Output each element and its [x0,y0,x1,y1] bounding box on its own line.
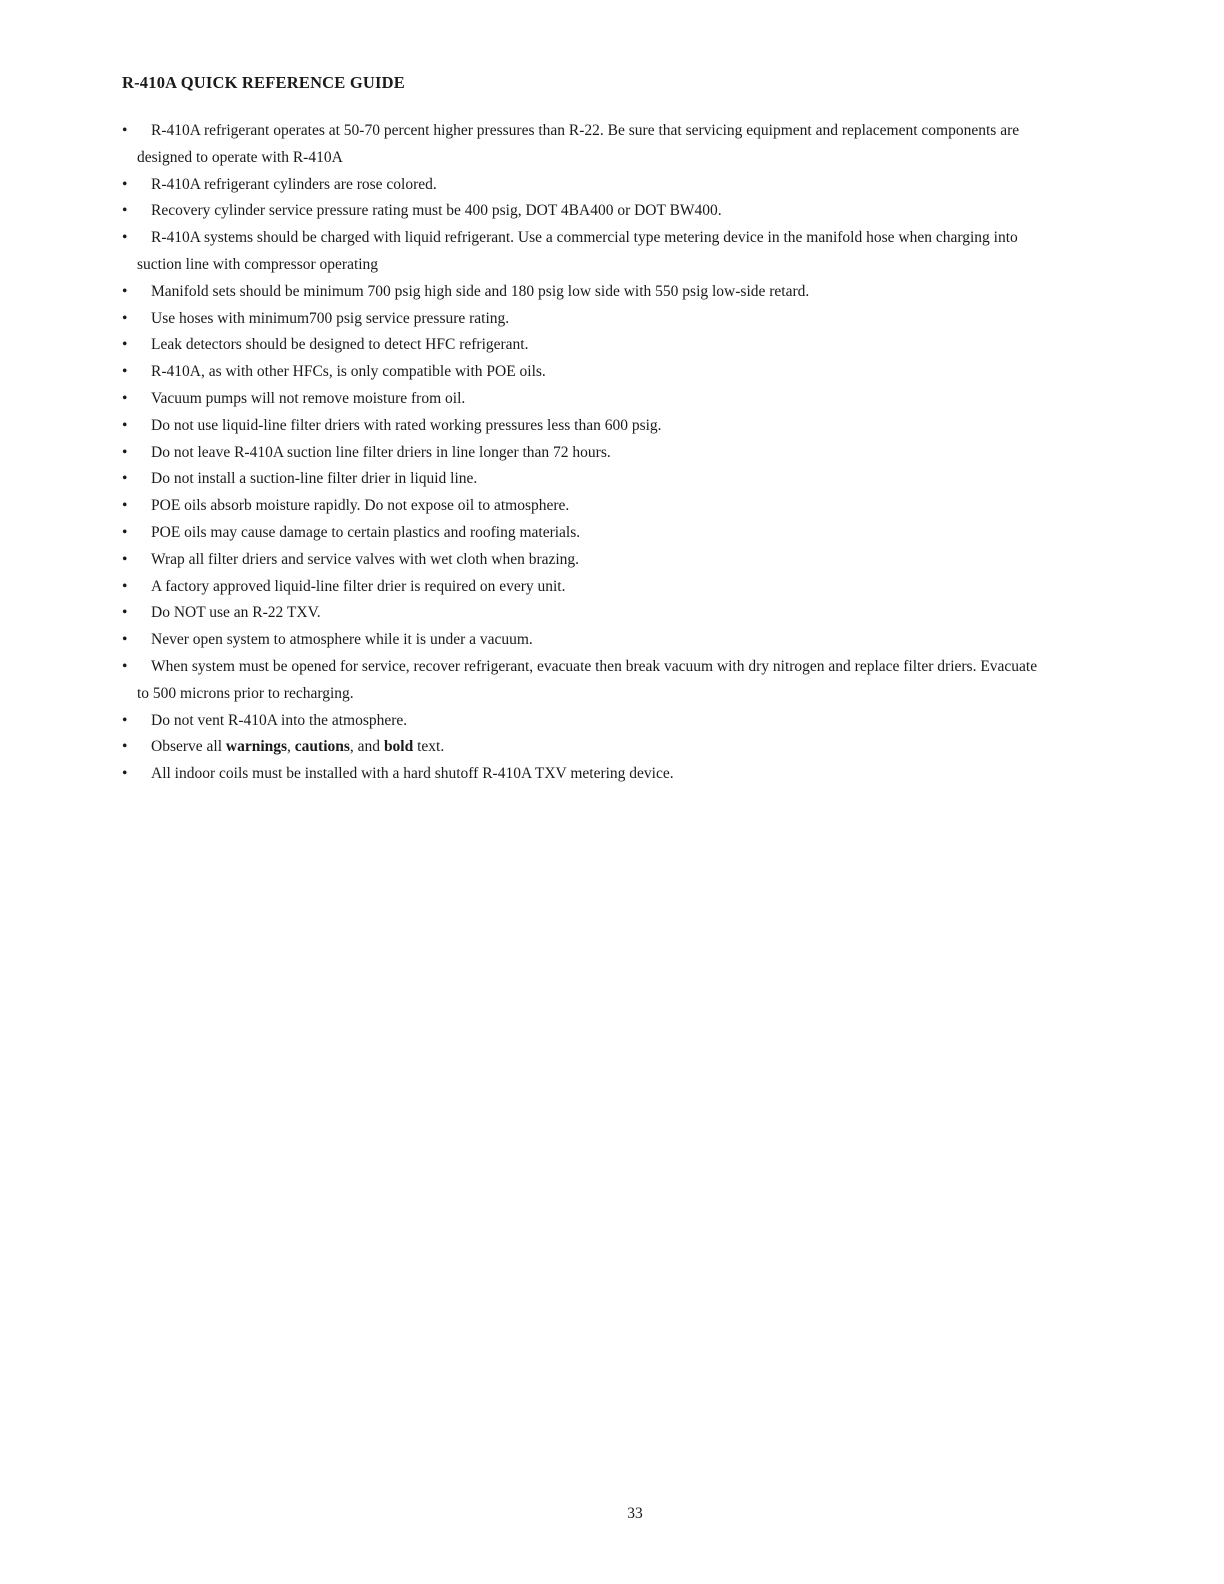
bullet-icon: • [122,711,128,729]
list-item [122,279,1052,306]
bullet-icon: • [122,122,128,139]
bullet-icon: • [122,604,128,622]
list-item-text: POE oils absorb moisture rapidly. Do not expose oil to atmosphere. [151,497,570,515]
list-item [122,493,1052,520]
list-item-text: Leak detectors should be designed to detect HFC refrigerant. [151,336,529,354]
bullet-icon: • [122,657,128,675]
list-item [122,386,1052,413]
list-item-text: Vacuum pumps will not remove moisture from oil. [151,389,466,407]
bullet-icon: • [122,550,128,568]
list-item-text: Manifold sets should be minimum 700 psig high side and 180 psig low side with 550 psig low-side retard. [151,282,810,300]
bullet-icon: • [122,416,128,434]
bullet-icon: • [122,389,128,407]
list-item-text: R-410A refrigerant operates at 50-70 percent higher pressures than R-22. Be sure that servicing equipment and replacement components are designed to operate with R-410A [137,122,1020,166]
bullet-icon: • [122,363,128,381]
bold-bold-text: bold [383,738,414,756]
cautions-bold-text: cautions [294,738,350,756]
list-item-text: POE oils may cause damage to certain plastics and roofing materials. [151,523,581,541]
bullet-icon: • [122,631,128,649]
list-item-observe [122,734,1052,761]
list-item-text: Do not use liquid-line filter driers with rated working pressures less than 600 psig. [151,416,662,434]
observe-prefix: Observe all [151,738,226,756]
warnings-bold-text: warnings [225,738,288,756]
list-item-text: Do not vent R-410A into the atmosphere. [151,711,408,729]
list-item-text: A factory approved liquid-line filter drier is required on every unit. [151,577,566,595]
bullet-icon: • [122,765,128,783]
bullet-icon: • [122,470,128,488]
list-item [122,708,1052,735]
list-item [122,547,1052,574]
bullet-icon: • [122,229,128,247]
list-item-text: All indoor coils must be installed with a hard shutoff R-410A TXV metering device. [151,765,674,783]
bullet-icon: • [122,336,128,354]
list-item [122,413,1052,440]
list-item-text: Do not leave R-410A suction line filter driers in line longer than 72 hours. [151,443,611,461]
list-item [122,574,1052,601]
list-item [122,118,1052,172]
list-item-text: Do NOT use an R-22 TXV. [151,604,321,622]
bullet-icon: • [122,738,128,756]
list-item-text: Never open system to atmosphere while it is under a vacuum. [151,631,533,649]
bullet-icon: • [122,282,128,300]
bullet-icon: • [122,443,128,461]
list-item-text: R-410A refrigerant cylinders are rose colored. [151,175,437,193]
bullet-icon: • [122,523,128,541]
list-item-text: Use hoses with minimum700 psig service pressure rating. [151,309,510,327]
list-item [122,332,1052,359]
observe-suffix: text. [413,738,445,756]
list-item [122,306,1052,333]
list-item-text: When system must be opened for service, recover refrigerant, evacuate then break vacuum with dry nitrogen and replace filter driers. Evacuate to 500 microns prior to recharging. [137,657,1038,702]
list-item [122,761,1052,788]
list-item-text: Recovery cylinder service pressure rating must be 400 psig, DOT 4BA400 or DOT BW400. [151,202,722,220]
list-item-text: Do not install a suction-line filter drier in liquid line. [151,470,478,488]
list-item-text: Wrap all filter driers and service valves with wet cloth when brazing. [151,550,580,568]
list-item-text: R-410A, as with other HFCs, is only compatible with POE oils. [151,363,546,381]
reference-bullet-list [122,118,1052,788]
list-item [122,627,1052,654]
list-item [122,440,1052,467]
observe-separator: , and [349,738,384,756]
list-item [122,198,1052,225]
list-item [122,466,1052,493]
page-title: R-410A QUICK REFERENCE GUIDE [122,73,405,92]
list-item [122,172,1052,199]
list-item [122,520,1052,547]
page-number: 33 [627,1505,643,1522]
bullet-icon: • [122,202,128,220]
list-item [122,600,1052,627]
list-item-text: R-410A systems should be charged with liquid refrigerant. Use a commercial type metering device in the manifold hose when charging into suction line with compressor operating [137,229,1018,273]
list-item [122,225,1052,279]
bullet-icon: • [122,309,128,327]
bullet-icon: • [122,577,128,595]
bullet-icon: • [122,497,128,515]
list-item [122,654,1052,708]
bullet-icon: • [122,175,128,193]
list-item [122,359,1052,386]
observe-separator: , [287,738,295,756]
